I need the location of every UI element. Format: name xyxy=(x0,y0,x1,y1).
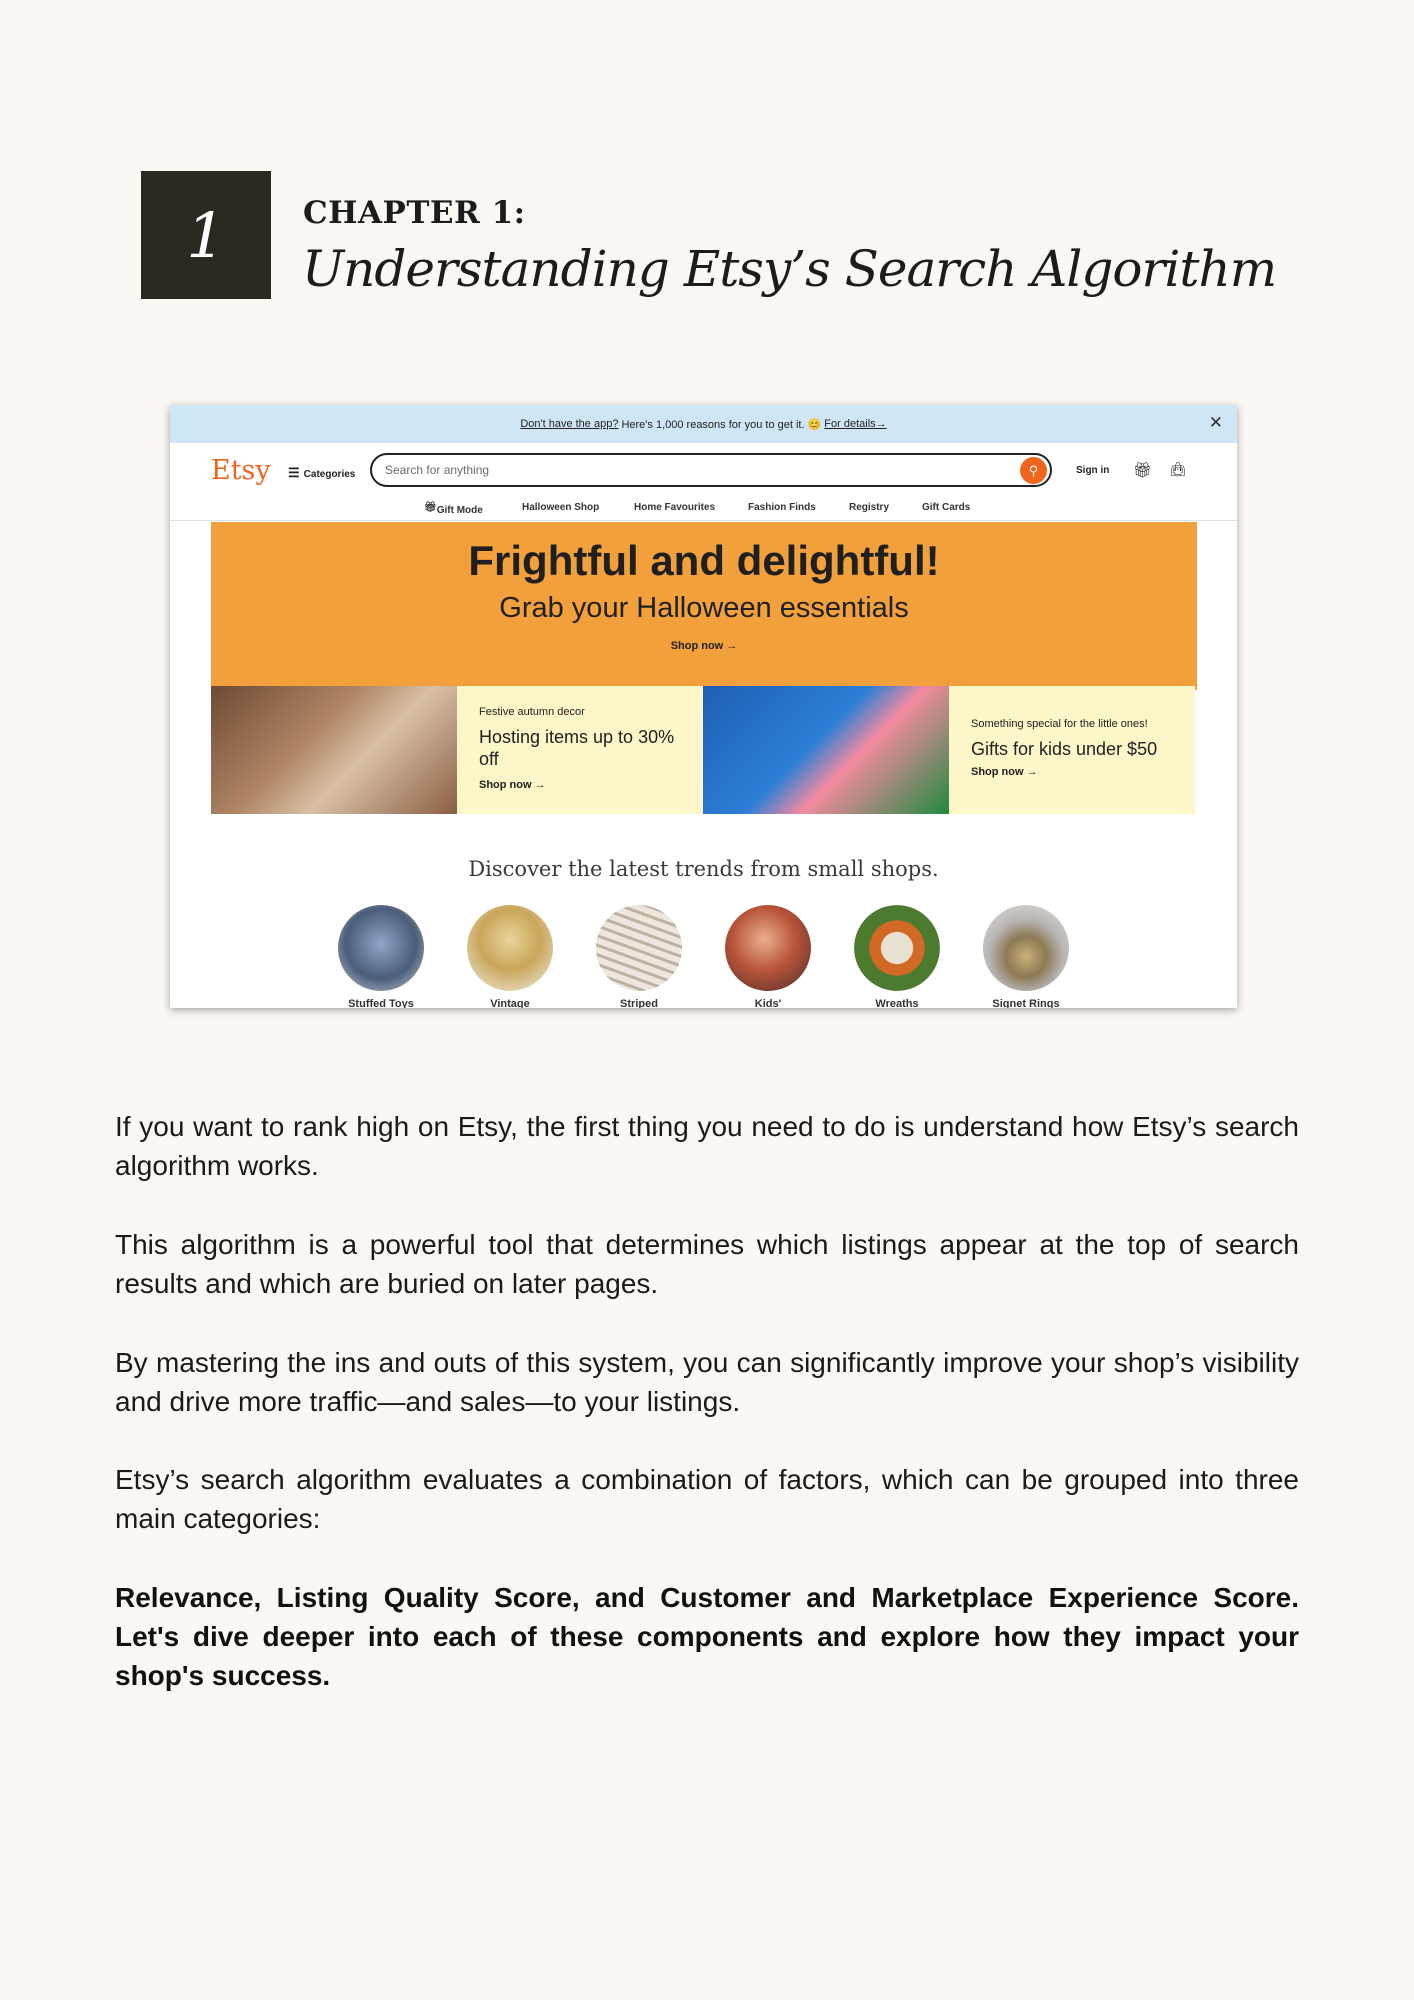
trend-wreaths-image[interactable] xyxy=(854,905,940,991)
promo-shop-now-link[interactable]: Shop now → xyxy=(479,779,546,791)
nav-gift-mode[interactable]: 🎁︎ Gift Mode xyxy=(424,502,483,516)
trend-label[interactable]: Kids' xyxy=(754,998,782,1008)
trend-kids-image[interactable] xyxy=(725,905,811,991)
trend-striped-image[interactable] xyxy=(596,905,682,991)
trend-stuffed-toys-image[interactable] xyxy=(338,905,424,991)
chapter-number: 1 xyxy=(186,198,226,272)
trend-vintage-image[interactable] xyxy=(467,905,553,991)
app-promo-banner xyxy=(170,405,1237,443)
discover-heading: Discover the latest trends from small shops. xyxy=(468,857,939,881)
hero-title: Frightful and delightful! xyxy=(468,537,940,584)
category-nav xyxy=(170,499,1237,521)
autumn-decor-image[interactable] xyxy=(211,686,457,814)
chapter-number-badge xyxy=(141,171,271,299)
banner-app-link[interactable]: Don't have the app? xyxy=(520,418,619,430)
banner-text: Here's 1,000 reasons for you to get it. 😊 xyxy=(621,418,822,431)
nav-home-favourites[interactable]: Home Favourites xyxy=(634,502,716,513)
promo-hosting-items[interactable] xyxy=(457,686,703,814)
nav-fashion-finds[interactable]: Fashion Finds xyxy=(748,502,816,513)
banner-details-link[interactable]: For details→ xyxy=(824,418,887,430)
cart-icon[interactable]: 👜︎ xyxy=(1169,461,1187,477)
halloween-hero-banner[interactable] xyxy=(211,522,1197,690)
promo-eyebrow: Something special for the little ones! xyxy=(971,718,1148,730)
hero-subtitle: Grab your Halloween essentials xyxy=(499,592,909,624)
nav-halloween-shop[interactable]: Halloween Shop xyxy=(522,502,600,513)
gift-icon[interactable]: 🎁︎ xyxy=(1133,462,1153,479)
menu-icon: ☰ xyxy=(288,465,300,480)
hero-shop-now-link[interactable]: Shop now → xyxy=(670,640,738,652)
search-input[interactable] xyxy=(370,453,1052,487)
etsy-logo[interactable]: Etsy xyxy=(211,455,271,486)
sign-in-link[interactable]: Sign in xyxy=(1076,465,1110,476)
trend-label[interactable]: Striped xyxy=(620,998,658,1008)
chapter-label: CHAPTER 1: xyxy=(303,195,526,231)
close-icon[interactable]: ✕ xyxy=(1208,413,1223,432)
search-icon[interactable]: ⚲ xyxy=(1020,457,1047,484)
categories-button[interactable] xyxy=(288,465,355,481)
trend-label[interactable]: Signet Rings xyxy=(992,998,1060,1008)
trend-label[interactable]: Vintage xyxy=(490,998,530,1008)
chapter-title: Understanding Etsy’s Search Algorithm xyxy=(302,240,1277,298)
nav-registry[interactable]: Registry xyxy=(849,502,890,513)
trend-label[interactable]: Wreaths xyxy=(875,998,919,1008)
etsy-homepage-screenshot xyxy=(170,405,1237,1008)
promo-shop-now-link[interactable]: Shop now → xyxy=(971,766,1038,778)
paragraph-5-summary: Relevance, Listing Quality Score, and Customer and Marketplace Experience Score. Let's dive deeper into each of these components and explore how they impact your shop's success. xyxy=(115,1582,1299,1691)
categories-label: Categories xyxy=(303,469,356,480)
promo-gifts-for-kids[interactable] xyxy=(949,686,1195,814)
site-header xyxy=(170,443,1237,499)
trend-signet-rings-image[interactable] xyxy=(983,905,1069,991)
nav-gift-cards[interactable]: Gift Cards xyxy=(922,502,971,513)
paragraph-3: By mastering the ins and outs of this system, you can significantly improve your shop’s visibility and drive more traffic—and sales—to your listings. xyxy=(115,1347,1299,1417)
paragraph-4: Etsy’s search algorithm evaluates a combination of factors, which can be grouped into three main categories: xyxy=(115,1464,1299,1534)
search-placeholder: Search for anything xyxy=(385,463,490,477)
paragraph-2: This algorithm is a powerful tool that determines which listings appear at the top of search results and which are buried on later pages. xyxy=(115,1229,1299,1299)
trend-label[interactable]: Stuffed Toys xyxy=(348,998,414,1008)
promo-eyebrow: Festive autumn decor xyxy=(479,706,585,718)
kids-toys-image[interactable] xyxy=(703,686,949,814)
paragraph-1: If you want to rank high on Etsy, the first thing you need to do is understand how Etsy’s search algorithm works. xyxy=(115,1111,1299,1181)
promo-title: Gifts for kids under $50 xyxy=(971,739,1158,759)
promo-title: Hosting items up to 30% off xyxy=(479,727,675,769)
